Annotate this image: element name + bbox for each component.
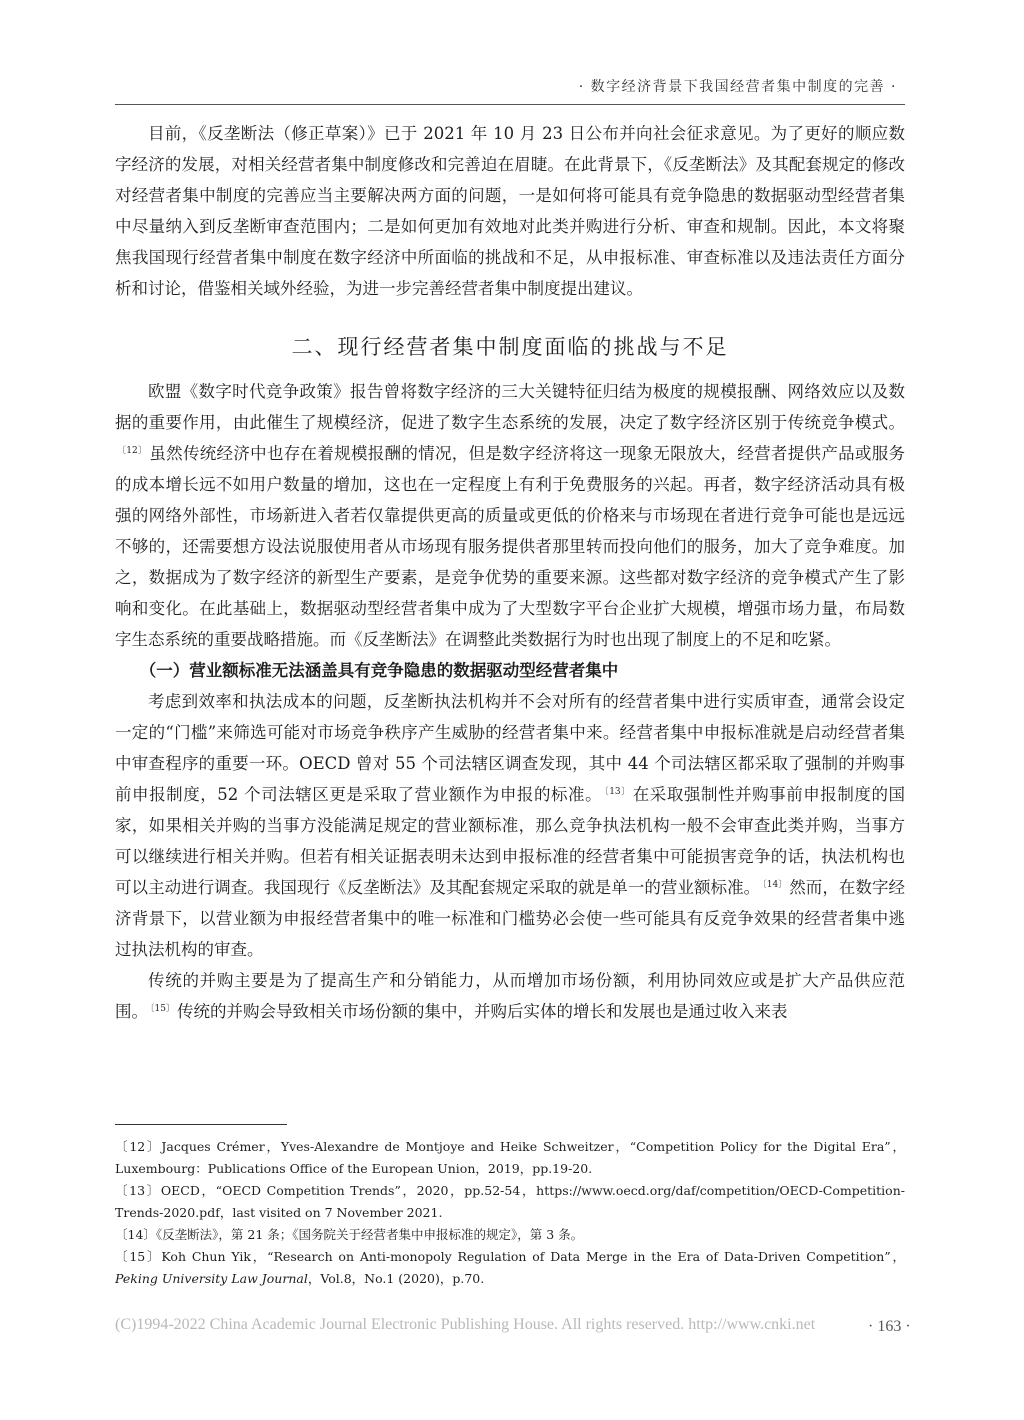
citation-ref[interactable]: 〔13〕 bbox=[604, 787, 631, 797]
journal-title: Peking University Law Journal bbox=[115, 1271, 308, 1286]
footnote-12: 〔12〕Jacques Crémer，Yves-Alexandre de Montjoye and Heike Schweitzer，“Competition Policy for the Digital Era”，Luxembourg：Publications Office of the European Union，2019，pp.19-20. bbox=[115, 1139, 905, 1176]
footnote-14: 〔14〕《反垄断法》，第 21 条；《国务院关于经营者集中申报标准的规定》，第 3 条。 bbox=[115, 1227, 584, 1242]
text-segment: 欧盟《数字时代竞争政策》报告曾将数字经济的三大关键特征归结为极度的规模报酬、网络效应以及数据的重要作用，由此催生了规模经济，促进了数字生态系统的发展，决定了数字经济区别于传统竞争模式。 bbox=[115, 382, 905, 432]
copyright-watermark: (C)1994-2022 China Academic Journal Electronic Publishing House. All rights reserved. http://www.cnki.net bbox=[115, 1316, 816, 1333]
page-number: · 163 · bbox=[868, 1318, 911, 1335]
footnote-text: 〔15〕Koh Chun Yik，“Research on Anti-monopoly Regulation of Data Merge in the Era of Data-Driven Competition”， bbox=[115, 1249, 905, 1264]
footnotes bbox=[115, 1136, 905, 1290]
text-segment: 传统的并购会导致相关市场份额的集中，并购后实体的增长和发展也是通过收入来表 bbox=[176, 1002, 788, 1021]
intro-paragraph: 目前，《反垄断法（修正草案）》已于 2021 年 10 月 23 日公布并向社会征求意见。为了更好的顺应数字经济的发展，对相关经营者集中制度修改和完善迫在眉睫。在此背景下，《反垄断法》及其配套规定的修改对经营者集中制度的完善应当主要解决两方面的问题，一是如何将可能具有竞争隐患的数据驱动型经营者集中尽量纳入到反垄断审查范围内；二是如何更加有效地对此类并购进行分析、审查和规制。因此，本文将聚焦我国现行经营者集中制度在数字经济中所面临的挑战和不足，从申报标准、审查标准以及违法责任方面分析和讨论，借鉴相关域外经验，为进一步完善经营者集中制度提出建议。 bbox=[115, 124, 905, 298]
footnote-divider bbox=[115, 1124, 287, 1125]
subsection-title: （一）营业额标准无法涵盖具有竞争隐患的数据驱动型经营者集中 bbox=[139, 661, 619, 680]
citation-ref[interactable]: 〔12〕 bbox=[117, 446, 148, 456]
text-segment: 然而，在数字经济背景下，以营业额为申报经营者集中的唯一标准和门槛势必会使一些可能具有反竞争效果的经营者集中逃过执法机构的审查。 bbox=[115, 878, 906, 959]
subsection-paragraph-2 bbox=[115, 965, 905, 1027]
citation-ref[interactable]: 〔15〕 bbox=[150, 1004, 175, 1014]
running-title: · 数字经济背景下我国经营者集中制度的完善 · bbox=[578, 79, 897, 95]
running-header bbox=[115, 72, 905, 105]
text-segment: 传统的并购主要是为了提高生产和分销能力，从而增加市场份额，利用协同效应或是扩大产品供应范围。 bbox=[115, 971, 905, 1021]
citation-ref[interactable]: 〔14〕 bbox=[762, 880, 788, 890]
section-paragraph bbox=[115, 376, 905, 655]
text-segment: 考虑到效率和执法成本的问题，反垄断执法机构并不会对所有的经营者集中进行实质审查，通常会设定一定的“门槛”来筛选可能对市场竞争秩序产生威胁的经营者集中来。经营者集中申报标准就是启动经营者集中审查程序的重要一环。OECD 曾对 55 个司法辖区调查发现，其中 44 个司法辖区都采取了强制的并购事前申报制度，52 个司法辖区更是采取了营业额作为申报的标准。 bbox=[115, 692, 905, 804]
footnote-13: 〔13〕OECD，“OECD Competition Trends”，2020，pp.52-54，https://www.oecd.org/daf/competition/OECD-Competition-Trends-2020.pdf，last visited on 7 November 2021. bbox=[115, 1183, 905, 1220]
text-segment: 在采取强制性并购事前申报制度的国家，如果相关并购的当事方没能满足规定的营业额标准，那么竞争执法机构一般不会审查此类并购，当事方可以继续进行相关并购。但若有相关证据表明未达到申报标准的经营者集中可能损害竞争的话，执法机构也可以主动进行调查。我国现行《反垄断法》及其配套规定采取的就是单一的营业额标准。 bbox=[115, 785, 905, 897]
main-content bbox=[115, 118, 905, 1027]
footnote-text: ，Vol.8，No.1 (2020)，p.70. bbox=[307, 1271, 485, 1286]
footnote-15 bbox=[115, 1246, 905, 1290]
subsection-paragraph-1 bbox=[115, 686, 905, 965]
text-segment: 虽然传统经济中也存在着规模报酬的情况，但是数字经济将这一现象无限放大，经营者提供产品或服务的成本增长远不如用户数量的增加，这也在一定程度上有利于免费服务的兴起。再者，数字经济活动具有极强的网络外部性，市场新进入者若仅靠提供更高的质量或更低的价格来与市场现在者进行竞争可能也是远远不够的，还需要想方设法说服使用者从市场现有服务提供者那里转而投向他们的服务，加大了竞争难度。加之，数据成为了数字经济的新型生产要素，是竞争优势的重要来源。这些都对数字经济的竞争模式产生了影响和变化。在此基础上，数据驱动型经营者集中成为了大型数字平台企业扩大规模，增强市场力量，布局数字生态系统的重要战略措施。而《反垄断法》在调整此类数据行为时也出现了制度上的不足和吃紧。 bbox=[115, 444, 906, 649]
section-title: 二、现行经营者集中制度面临的挑战与不足 bbox=[291, 335, 729, 359]
